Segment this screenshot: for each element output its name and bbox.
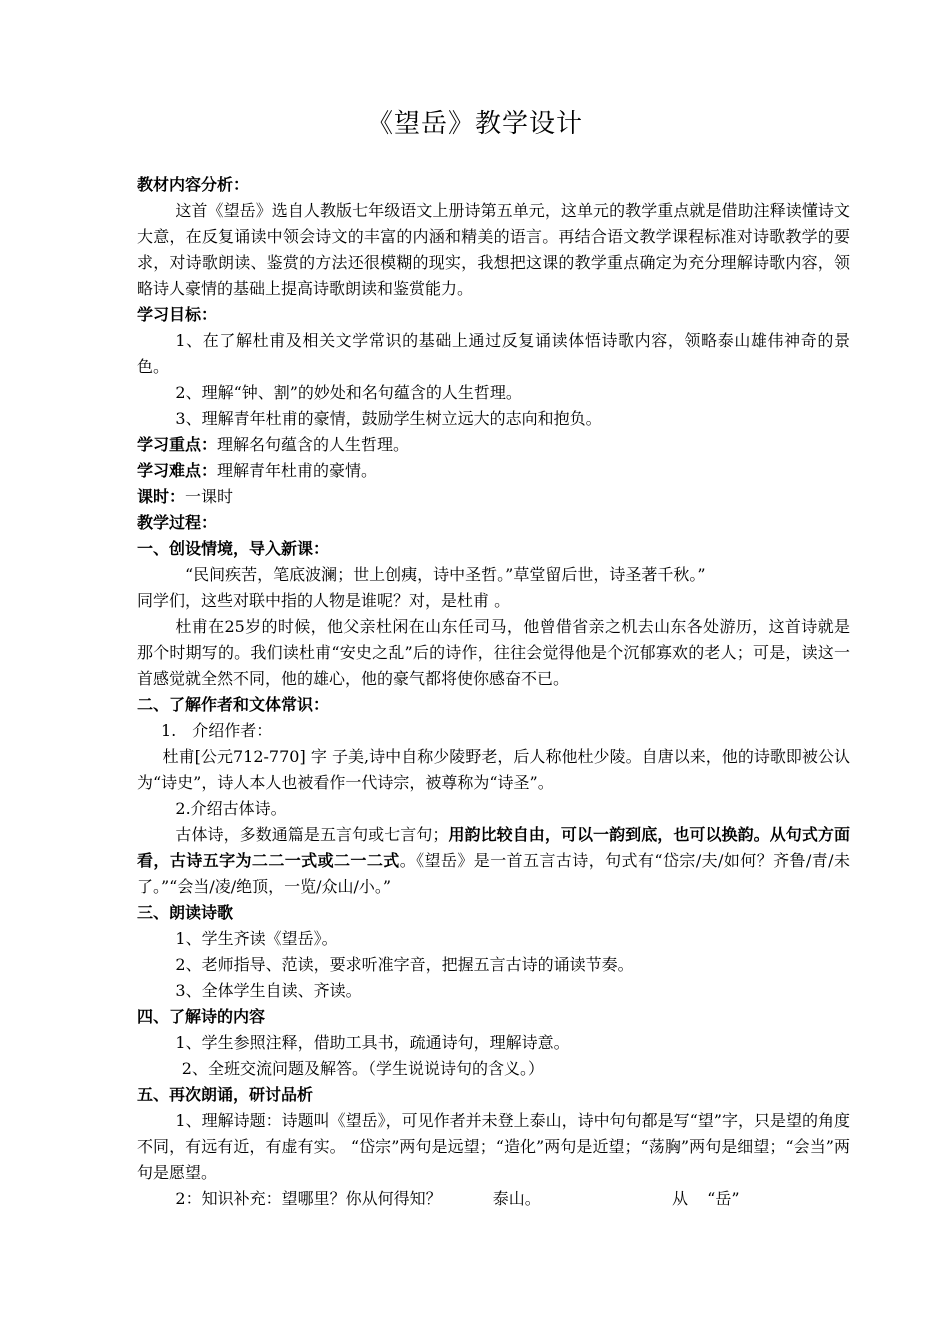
section-5-paragraph-2-b: 泰山。: [492, 1189, 541, 1208]
section-4-heading: 四、了解诗的内容: [137, 1007, 266, 1026]
section-2-paragraph-bold: 用韵比较自由，可以一韵到底，也可以换韵。从句式方面看，古诗五字为二二一式或二一二式: [137, 825, 850, 870]
section-2-heading: 二、了解作者和文体常识：: [137, 695, 330, 714]
section-3-heading: 三、朗读诗歌: [137, 903, 234, 922]
period-label: 课时：: [137, 487, 186, 506]
section-5-paragraph-2-d: “岳”: [707, 1189, 740, 1208]
goal-item-1: 1、在了解杜甫及相关文学常识的基础上通过反复诵读体悟诗歌内容，领略泰山雄伟神奇的景色。: [137, 331, 850, 376]
goals-heading: 学习目标：: [137, 305, 218, 324]
section-5-heading: 五、再次朗诵，研讨品析: [137, 1085, 314, 1104]
section-1-heading: 一、创设情境，导入新课：: [137, 539, 330, 558]
goal-item-2: 2、理解“钟、割”的妙处和名句蕴含的人生哲理。: [175, 383, 522, 402]
analysis-heading: 教材内容分析：: [137, 175, 250, 194]
section-2-item-1: 1. 介绍作者：: [161, 721, 273, 740]
period-line: [137, 484, 850, 510]
section-2-item-2: 2.介绍古体诗。: [175, 799, 287, 818]
section-5-paragraph-2: [137, 1186, 850, 1212]
section-2-paragraph: [137, 822, 850, 900]
difficulty-label: 学习难点：: [137, 461, 218, 480]
section-3-item-3: 3、全体学生自读、齐读。: [175, 981, 362, 1000]
section-5-paragraph-1: 1、理解诗题：诗题叫《望岳》，可见作者并未登上泰山，诗中句句都是写“望”字，只是望的角度不同，有远有近，有虚有实。 “岱宗”两句是远望；“造化”两句是近望；“荡胸”两句是细望；“会当”两句是愿望。: [137, 1111, 850, 1182]
section-1-question: 同学们，这些对联中指的人物是谁呢？对，是杜甫 。: [137, 591, 511, 610]
process-heading: 教学过程：: [137, 513, 218, 532]
key-point-line: [137, 432, 850, 458]
section-4-item-1: 1、学生参照注释，借助工具书，疏通诗句，理解诗意。: [175, 1033, 570, 1052]
section-1-quote: “民间疾苦，笔底波澜；世上创痍，诗中圣哲。”草堂留后世，诗圣著千秋。”: [185, 565, 706, 584]
key-point-text: 理解名句蕴含的人生哲理。: [217, 435, 410, 454]
difficulty-line: [137, 458, 850, 484]
period-text: 一课时: [185, 487, 234, 506]
section-4-item-2: 2、全班交流问题及解答。（学生说说诗句的含义。）: [181, 1059, 544, 1078]
document-title: 《望岳》教学设计: [366, 109, 583, 139]
section-5-paragraph-2-c: 从: [671, 1189, 688, 1208]
section-2-paragraph-c: 。《望岳》是一首五言古诗，句式有“岱宗/夫/如何？齐鲁/青/未了。”“会当/凌/绝顶，一览/众山/小。”: [137, 851, 850, 896]
section-5-paragraph-2-a: 2：知识补充：望哪里？你从何得知？: [175, 1189, 442, 1208]
section-2-author-paragraph: 杜甫[公元712-770] 字 子美,诗中自称少陵野老，后人称他杜少陵。自唐以来，他的诗歌即被公认为“诗史”，诗人本人也被看作一代诗宗，被尊称为“诗圣”。: [137, 747, 850, 792]
section-1-paragraph: 杜甫在25岁的时候，他父亲杜闲在山东任司马，他曾借省亲之机去山东各处游历，这首诗就是那个时期写的。我们读杜甫“安史之乱”后的诗作，往往会觉得他是个沉郁寡欢的老人；可是，读这一首感觉就全然不同，他的雄心，他的豪气都将使你感奋不已。: [137, 617, 850, 688]
goal-item-3: 3、理解青年杜甫的豪情，鼓励学生树立远大的志向和抱负。: [175, 409, 602, 428]
section-2-paragraph-a: 古体诗，多数通篇是五言句或七言句；: [175, 825, 449, 844]
key-point-label: 学习重点：: [137, 435, 218, 454]
section-3-item-1: 1、学生齐读《望岳》。: [175, 929, 338, 948]
analysis-paragraph: 这首《望岳》选自人教版七年级语文上册诗第五单元，这单元的教学重点就是借助注释读懂诗文大意，在反复诵读中领会诗文的丰富的内涵和精美的语言。再结合语文教学课程标准对诗歌教学的要求，对诗歌朗读、鉴赏的方法还很模糊的现实，我想把这课的教学重点确定为充分理解诗歌内容，领略诗人豪情的基础上提高诗歌朗读和鉴赏能力。: [137, 201, 850, 298]
difficulty-text: 理解青年杜甫的豪情。: [217, 461, 378, 480]
document-body: [137, 172, 850, 1212]
section-3-item-2: 2、老师指导、范读，要求听准字音，把握五言古诗的诵读节奏。: [175, 955, 634, 974]
